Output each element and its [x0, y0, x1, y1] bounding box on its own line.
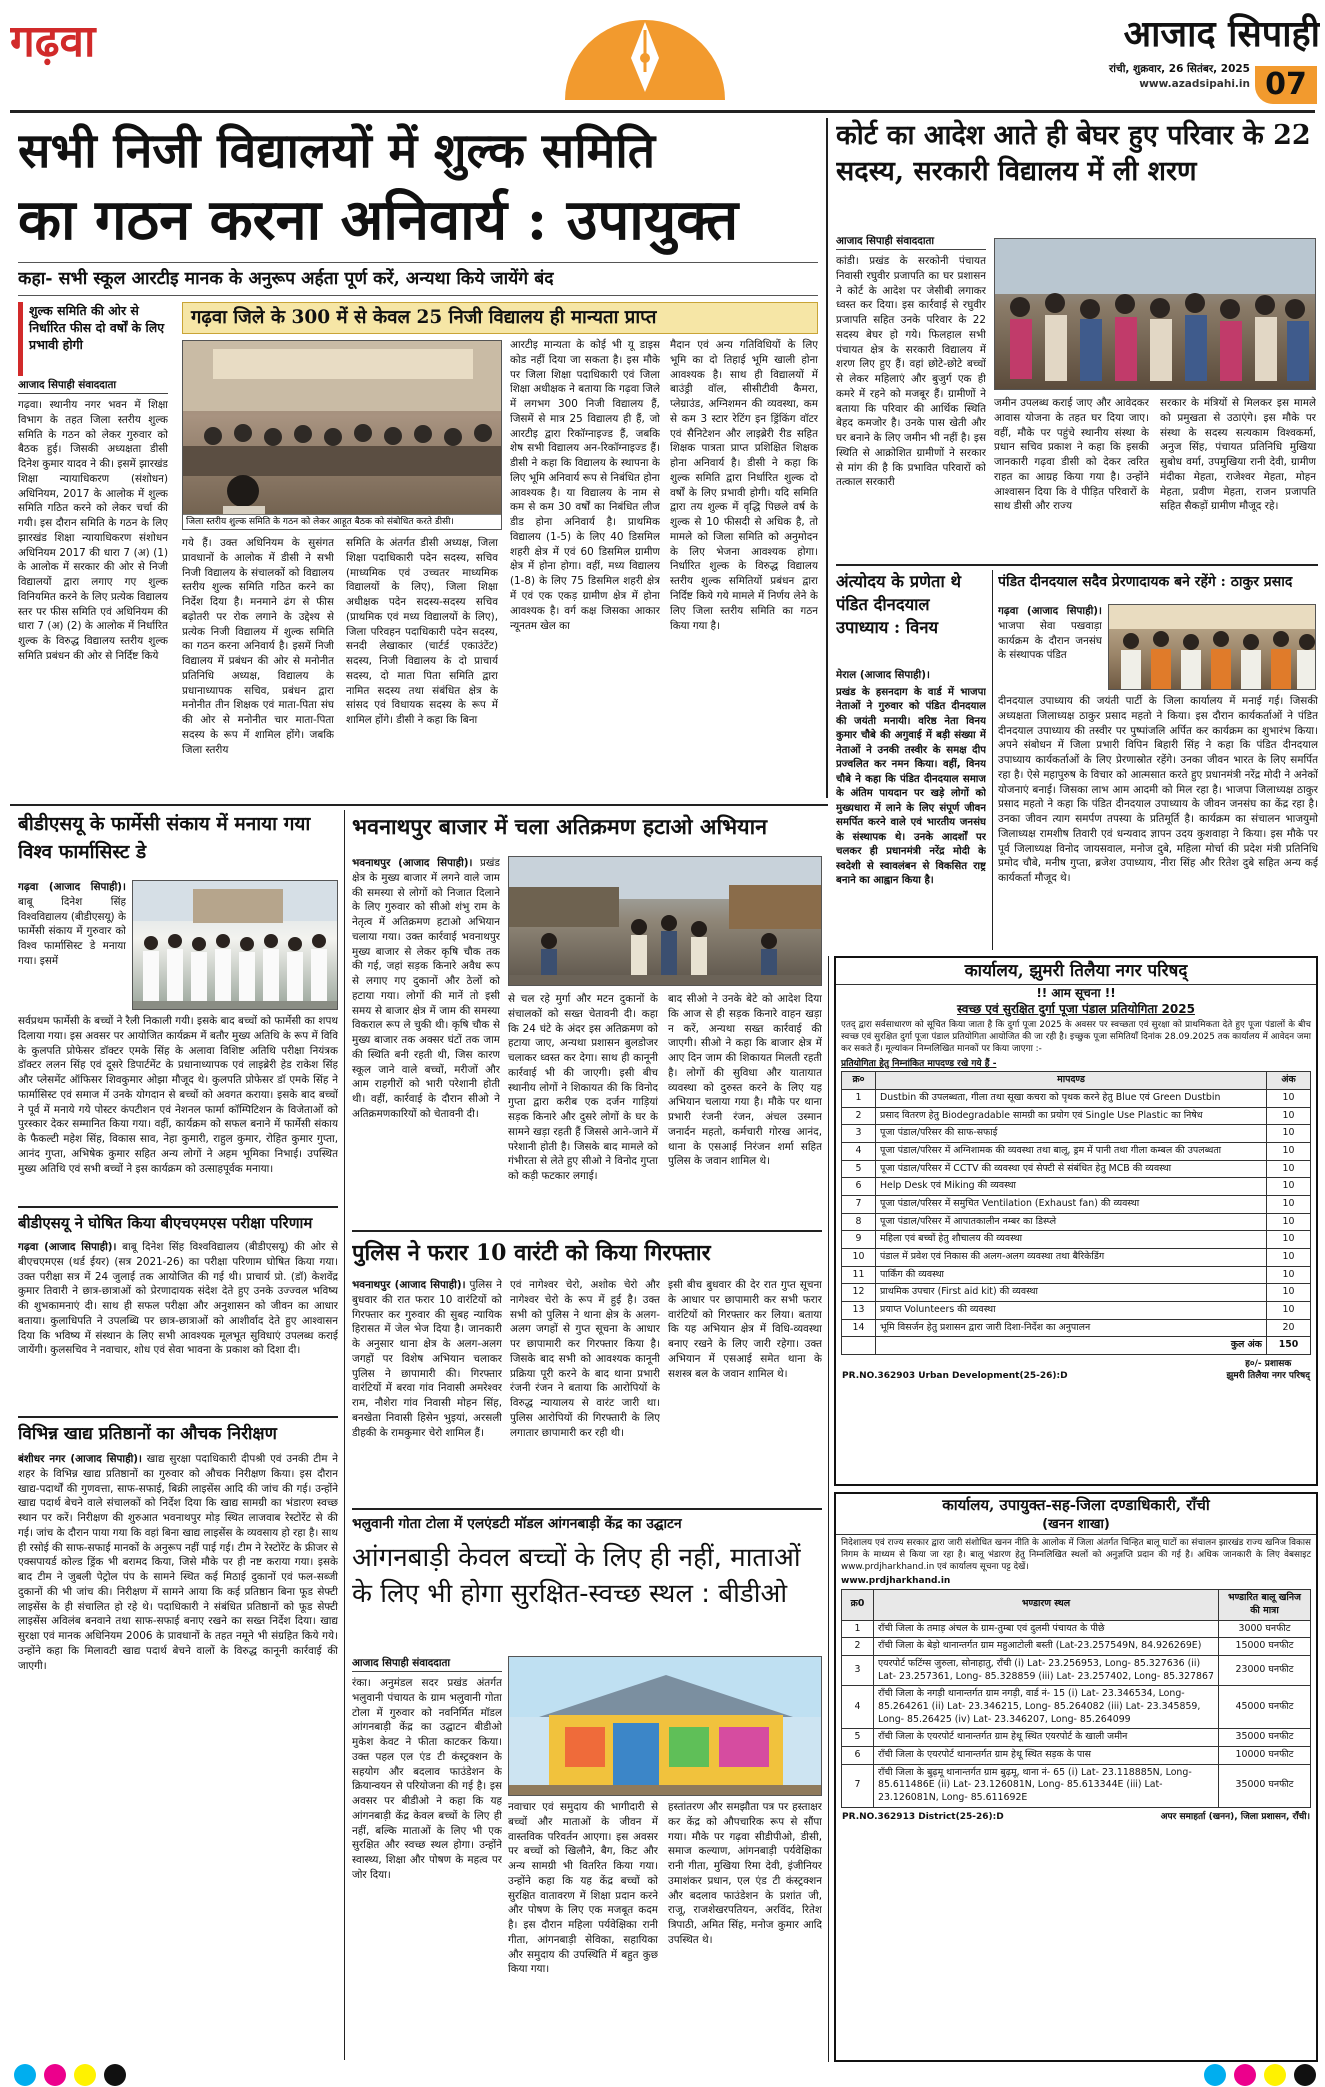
notice1-office: कार्यालय, झुमरी तिलैया नगर परिषद् — [836, 958, 1316, 985]
pen-nib-logo — [565, 10, 725, 100]
anganwadi-kicker: भलुवानी गोता टोला में एलएंडटी मॉडल आंगनबाड़ी केंद्र का उद्घाटन — [352, 1516, 682, 1532]
notice2-col-header: भण्डारित बालू खनिज की मात्रा — [1219, 1590, 1311, 1620]
notice1-row — [842, 1089, 1311, 1107]
pharmacist-rule — [18, 1206, 338, 1208]
notice2-col-header: क्र0 — [842, 1590, 874, 1620]
notice1-cell: 10 — [1267, 1160, 1311, 1178]
notice2-cell: एयरपोर्ट फटिंग्स जुरुला, सोनाहातु, राँची (i) Lat- 23.256953, Long- 85.327636 (ii) Lat- 23.257361, Long- 85.328859 (iii) Lat- 23.257402, Long- 85.327867 — [874, 1655, 1219, 1685]
notice1-row — [842, 1302, 1311, 1320]
notice1-col-header: अंक — [1267, 1072, 1311, 1090]
anganwadi-photo-building — [508, 1656, 822, 1796]
notice1-cell: पूजा पंडाल/परिसर में समुचित Ventilation (Exhaust fan) की व्यवस्था — [876, 1195, 1267, 1213]
notice1-cell: 12 — [842, 1284, 876, 1302]
masthead-rule — [10, 110, 1315, 113]
encroach-headline: भवनाथपुर बाजार में चला अतिक्रमण हटाओ अभियान — [352, 815, 768, 840]
notice1-cell: 10 — [1267, 1284, 1311, 1302]
notice1-cell: 8 — [842, 1213, 876, 1231]
lead-sidebar-quote: शुल्क समिति की ओर से निर्धारित फीस दो वर्षों के लिए प्रभावी होगी — [18, 302, 168, 376]
left-column-rule — [344, 810, 345, 2060]
pharmacist-body: सर्वप्रथम फार्मेसी के बच्चों ने रैली निकाली गयी। इसके बाद बच्चों को फार्मेसी का शपथ दिलाया गया। इस अवसर पर आयोजित कार्यक्रम में बतौर मुख्य अतिथि के रूप में विवि के कुलपति प्रोफेसर डॉक्टर एमके सिंह के अलावा विशिष्ट अतिथि परीक्षा नियंत्रक डॉक्टर ललन सिंह एवं दूसरे डिपार्टमेंट के प्रधानाध्यापक एवं लाइब्रेरी हेड राकेश सिंह और प्लेसमेंट ऑफिसर शिवकुमार ओझा मौजूद थे। कुलपति प्रोफेसर डॉ एमके सिंह ने फार्मासिस्ट एवं समाज में उनके योगदान से बच्चों को अवगत कराया। इसके बाद बच्चों ने पूर्व में मनाये गये पोस्टर कंपटीशन एवं नेशनल फार्मा कॉम्पिटिशन के विजेताओं को पुरस्कार देकर सम्मानित किया गया। वहीं, कार्यक्रम को सफल बनाने में फार्मेसी संकाय के फैकल्टी महेश सिंह, विकास साव, नेहा कुमारी, राहुल कुमार, रोहित कुमार गुप्ता, आनंद गुप्ता, अभिषेक कुमार सहित अन्य लोगों ने अहम भूमिका निभाई। उपस्थित मुख्य अतिथि एवं सभी बच्चों ने इस कार्यक्रम को उत्साहपूर्वक मनाया। — [18, 1015, 338, 1175]
notice2-office: कार्यालय, उपायुक्त-सह-जिला दण्डाधिकारी, राँची — [942, 1496, 1210, 1514]
notice1-cell: 14 — [842, 1319, 876, 1337]
court-byline: आजाद सिपाही संवाददाता — [836, 234, 986, 250]
notice1-cell: 10 — [1267, 1089, 1311, 1107]
notice2-intro-wrap — [836, 1535, 1316, 1575]
cyan-mark — [1204, 2064, 1226, 2086]
notice1-cell: Help Desk एवं Miking की व्यवस्था — [876, 1178, 1267, 1196]
food-body: बंशीधर नगर (आजाद सिपाही)। खाद्य सुरक्षा पदाधिकारी दीपश्री एवं उनकी टीम ने शहर के विभिन्न खाद्य प्रतिष्ठानों का गुरुवार को औचक निरीक्षण किया। इस दौरान खाद्य-पदार्थों की गुणवत्ता, साफ-सफाई, बिक्री लाइसेंस आदि की जांच की गई। उन्होंने खाद्य पदार्थ बेचने वाले संचालकों को निर्देश दिया कि खाद्य सामग्री का भंडारण स्वच्छ स्थान पर करें। निरीक्षण की शुरुआत भवनाथपुर मोड़ स्थित लाजवाब रेस्टोरेंट से की गई। जांच के दौरान पाया गया कि वहां बिना खाद्य लाइसेंस के व्यवसाय हो रहा है। साथ ही रसोई की साफ-सफाई मानकों के अनुरूप नहीं पाई गई। टीम ने रेस्टोरेंट के फ्रीजर से एक्सपायर्ड कोल्ड ड्रिंक भी बरामद किया, जिसे मौके पर ही नष्ट कराया गया। इसके बाद टीम ने जुबली पेट्रोल पंप के सामने स्थित कई मिठाई दुकानों एवं फल-सब्जी दुकानों की भी जांच की। निरीक्षण में सामने आया कि कई प्रतिष्ठान बिना फूड सेफ्टी लाइसेंस के ही संचालित हो रहे थे। पदाधिकारी ने संबंधित प्रतिष्ठानों को फूड सेफ्टी लाइसेंस अविलंब बनवाने तथा साफ-सफाई बनाए रखने का सख्त निर्देश दिया। खाद्य सुरक्षा एवं मानक अधिनियम 2006 के प्रावधानों के तहत नमूने भी संग्रहित किये गये। उन्होंने कहा कि मिलावटी खाद्य पदार्थ बेचने वालों के विरुद्ध कानूनी कार्रवाई की जाएगी। — [18, 1453, 338, 1672]
notice2-cell: 5 — [842, 1729, 874, 1747]
yellow-mark — [74, 2064, 96, 2086]
notice1-row — [842, 1319, 1311, 1337]
court-bottom-rule — [836, 564, 1318, 566]
notice2-website[interactable]: www.prdjharkhand.in — [841, 1576, 951, 1586]
lead-deck: कहा- सभी स्कूल आरटीइ मानक के अनुरूप अर्हता पूर्ण करें, अन्यथा किये जायेंगे बंद — [18, 262, 818, 296]
court-headline: कोर्ट का आदेश आते ही बेघर हुए परिवार के 22 सदस्य, सरकारी विद्यालय में ली शरण — [836, 120, 1311, 187]
registration-marks-left — [10, 2064, 310, 2087]
notice2-cell: राँची जिला के एयरपोर्ट थानान्तर्गत ग्राम हेथू स्थित सड़क के पास — [874, 1747, 1219, 1765]
notice1-cell: पार्किंग की व्यवस्था — [876, 1266, 1267, 1284]
notice2-cell: राँची जिला के बेड़ो थानान्तर्गत ग्राम महुआटोली बस्ती (Lat-23.257549N, 84.926269E) — [874, 1638, 1219, 1656]
notice1-cell: 10 — [1267, 1195, 1311, 1213]
magenta-mark — [44, 2064, 66, 2086]
notice1-cell: 7 — [842, 1195, 876, 1213]
notice1-cell: 11 — [842, 1266, 876, 1284]
court-body-col-3: सरकार के मंत्रियों से मिलकर इस मामले को प्रमुखता से उठाएंगे। इस मौके पर संस्था के सदस्य सत्यकाम विश्वकर्मा, अनुज सिंह, पंचायत प्रतिनिधि मुखिया सुबोध वर्मा, उपमुखिया रानी देवी, ग्रामीण मंदीका मेहता, राजेश्वर मेहता, मोहन मेहता, प्रवीण मेहता, राजन प्रजापति सहित सैकड़ों ग्रामीण मौजूद रहे। — [1160, 397, 1316, 513]
lead-body-col-5: मैदान एवं अन्य गतिविधियों के लिए भूमि का दो तिहाई भूमि खाली होना आवश्यक है। साथ ही विद्यालयों में बाउंड्री वॉल, सीसीटीवी कैमरा, प्लेग्राउंड, अग्निशमन की व्यवस्था, कम से कम 3 स्टार रेटिंग इन ड्रिंकिंग वॉटर एवं सैनिटेशन और लाइब्रेरी रीड सहित शिक्षक पात्रता प्राप्त प्रशिक्षित शिक्षक होना अनिवार्य है। डीसी ने कहा कि शुल्क समिति द्वारा निर्धारित शुल्क दो वर्षों के लिए प्रभावी होगी। यदि समिति द्वारा तय शुल्क में वृद्धि पिछले वर्ष के शुल्क से 10 फीसदी से अधिक है, तो मामले को जिला समिति को अनुमोदन के लिए भेजना आवश्यक होगा। निर्धारित शुल्क के विरुद्ध विद्यालय स्तरीय शुल्क समितियों प्रबंधन द्वारा निर्दिष्ट किये गये मामले में निर्णय लेने के लिए जिला स्तरीय समिति का गठन किया गया है। — [670, 339, 818, 632]
notice1-row — [842, 1142, 1311, 1160]
notice1-col-header: क्र० — [842, 1072, 876, 1090]
notice2-table-wrap — [836, 1589, 1316, 1808]
notice2-cell: 4 — [842, 1686, 874, 1729]
notice1-cell: पूजा पंडाल/परिसर की साफ-सफाई — [876, 1125, 1267, 1143]
notice2-cell: 45000 घनफीट — [1219, 1686, 1311, 1729]
notice2-cell: 3 — [842, 1655, 874, 1685]
notice1-cell: 10 — [1267, 1125, 1311, 1143]
notice1-row — [842, 1107, 1311, 1125]
notice1-cell: प्रयाप्त Volunteers की व्यवस्था — [876, 1302, 1267, 1320]
notice1-cell: महिला एवं बच्चों हेतु शौचालय की व्यवस्था — [876, 1231, 1267, 1249]
notice2-cell: 1 — [842, 1620, 874, 1638]
notice1-cell: 10 — [1267, 1178, 1311, 1196]
notice2-row — [842, 1620, 1311, 1638]
notice1-title: स्वच्छ एवं सुरक्षित दुर्गा पूजा पंडाल प्रतियोगिता 2025 — [957, 1002, 1195, 1016]
notice1-cell: पंडाल में प्रवेश एवं निकास की अलग-अलग व्यवस्था तथा बैरिकेडिंग — [876, 1249, 1267, 1267]
notice1-cell: 20 — [1267, 1319, 1311, 1337]
notice1-cell: पूजा पंडाल/परिसर में CCTV की व्यवस्था एवं सेफ्टी से संबंधित हेतु MCB की व्यवस्था — [876, 1160, 1267, 1178]
notice1-cell: 9 — [842, 1231, 876, 1249]
notice1-cell: 10 — [842, 1249, 876, 1267]
paper-name: आजाद सिपाही — [1123, 13, 1320, 55]
notice1-table-label: प्रतियोगिता हेतु निम्नांकित मापदण्ड रखे गये हैं - — [841, 1059, 997, 1069]
notice2-row — [842, 1764, 1311, 1807]
magenta-mark — [1234, 2064, 1256, 2086]
notice1-cell: पूजा पंडाल/परिसर में अग्निशामक की व्यवस्था तथा बालू, ड्रम में पानी तथा गीला कम्बल की उपलब्धता — [876, 1142, 1267, 1160]
lead-body-col-2: गये हैं। उक्त अधिनियम के सुसंगत प्रावधानों के आलोक में डीसी ने सभी निजी विद्यालय के संचालकों को विद्यालय स्तरीय शुल्क समिति गठित करने का निर्देश दिया है। मनमाने ढंग से फीस बढ़ोतरी पर रोक लगाने के उद्देश्य से प्रत्येक निजी विद्यालय में शुल्क समिति का गठन करना अनिवार्य है। इसमें निजी विद्यालय में प्रबंधन की ओर से मनोनीत प्रतिनिधि अध्यक्ष, विद्यालय के प्रधानाध्यापक सचिव, प्रबंधन द्वारा मनोनीत तीन शिक्षक एवं माता-पिता संघ की ओर से मनोनीत चार माता-पिता सदस्य के रूप में शामिल होंगे। जबकि जिला स्तरीय — [182, 537, 334, 756]
court-photo-family — [994, 238, 1316, 390]
notice1-row — [842, 1231, 1311, 1249]
notice1-cell: पूजा पंडाल/परिसर में आपातकालीन नम्बर का डिस्प्ले — [876, 1213, 1267, 1231]
notice1-cell: 10 — [1267, 1107, 1311, 1125]
notice2-cell: 2 — [842, 1638, 874, 1656]
pharmacist-headline: बीडीएसयू के फार्मेसी संकाय में मनाया गया विश्व फार्मासिस्ट डे — [18, 813, 311, 863]
section-title: गढ़वा — [10, 16, 96, 67]
notice2-dept: (खनन शाखा) — [836, 1516, 1316, 1535]
notice-nagar-parishad — [834, 956, 1318, 1486]
notice1-cell: 1 — [842, 1089, 876, 1107]
notice1-cell: 10 — [1267, 1249, 1311, 1267]
police-body-col-2: एवं नागेश्वर चेरो, अशोक चेरो और नागेश्वर चेरो के रूप में हुई है। उक्त सभी को पुलिस ने थाना क्षेत्र के अलग-अलग जगहों से गुप्त सूचना के आधार पर छापामारी कर गिरफ्तार किया है। जिसके बाद सभी को आवश्यक कानूनी प्रक्रिया पूरी करने के बाद थाना प्रभारी रंजनी रंजन ने बताया कि आरोपियों के विरुद्ध न्यायालय से वारंट जारी था। पुलिस आरोपियों की गिरफ्तारी के लिए लगातार छापामारी कर रही थी। — [510, 1279, 660, 1439]
notice1-cell: 10 — [1267, 1231, 1311, 1249]
notice-mining-ranchi — [834, 1492, 1318, 2062]
notice1-intro: एतद् द्वारा सर्वसाधारण को सूचित किया जाता है कि दुर्गा पूजा 2025 के अवसर पर स्वच्छता एवं सुरक्षा को प्राथमिकता देते हुए पूजा पंडालों के बीच स्वच्छ एवं सुरक्षित दुर्गा पूजा पंडाल प्रतियोगिता आयोजित की जा रही है। इच्छुक पूजा समितियाँ दिनांक 28.09.2025 तक कार्यालय में आवेदन जमा कर सकते हैं। मूल्यांकन निम्नलिखित मानकों पर किया जाएगा :- — [841, 1020, 1311, 1054]
notice1-cell: 10 — [1267, 1302, 1311, 1320]
encroach-body-col-3: बाद सीओ ने उनके बेटे को आदेश दिया कि आज से ही सड़क किनारे वाहन खड़ा न करें, अन्यथा सख्त कार्रवाई की जाएगी। सीओ ने कहा कि बाजार क्षेत्र में आए दिन जाम की शिकायत मिलती रहती है। लोगों की सुविधा और यातायात व्यवस्था को दुरुस्त करने के लिए यह अभियान चलाया गया है। मौके पर थाना प्रभारी रंजनी रंजन, अंचल उस्मान जनार्दन महतो, कर्मचारी गोरख आनंद, थाना के एसआई निरंजन शर्मा सहित पुलिस के जवान शामिल थे। — [668, 993, 822, 1168]
notice2-cell: 3000 घनफीट — [1219, 1620, 1311, 1638]
notice2-row — [842, 1638, 1311, 1656]
lead-body-col-4: आरटीइ मान्यता के कोई भी यू डाइस कोड नहीं दिया जा सकता है। इस मौके पर जिला शिक्षा पदाधिकारी एवं जिला शिक्षा अधीक्षक ने बताया कि गढ़वा जिले में लगभग 300 निजी विद्यालय हैं, जिसमें से मात्र 25 विद्यालय ही हैं, जो आरटीइ द्वारा रिकॉग्नाइज्ड हैं, जबकि शेष सभी विद्यालय अन-रिकॉग्नाइज्ड हैं। डीसी ने कहा कि विद्यालय के स्थापना के लिए भूमि अनिवार्य रूप से निबंधित होना आवश्यक है। या विद्यालय के नाम से कम से कम 30 वर्षों का निबंधित लीज डीड होना अनिवार्य है। प्राथमिक विद्यालय (1-5) के लिए 40 डिसमिल शहरी क्षेत्र में एवं 60 डिसमिल ग्रामीण क्षेत्र में होना होगा। वहीं, मध्य विद्यालय (1-8) के लिए 75 डिसमिल शहरी क्षेत्र में एवं एक एकड़ ग्रामीण क्षेत्र में होना आवश्यक है। वर्ग कक्ष जिसका आकार न्यूनतम खेल का — [510, 339, 660, 632]
notice1-row — [842, 1178, 1311, 1196]
notice2-cell: 35000 घनफीट — [1219, 1729, 1311, 1747]
notice1-cell: 10 — [1267, 1142, 1311, 1160]
notice2-row — [842, 1729, 1311, 1747]
notice1-cell: 4 — [842, 1142, 876, 1160]
encroach-body-col-2: से चल रहे मुर्गा और मटन दुकानों के संचालकों को सख्त चेतावनी दी। कहा कि 24 घंटे के अंदर इस अतिक्रमण को हटाया जाए, अन्यथा प्रशासन बुलडोजर चलाकर ध्वस्त कर देगा। साथ ही कानूनी कार्रवाई भी की जाएगी। इसी बीच स्थानीय लोगों ने शिकायत की कि विनोद गुप्ता द्वारा करीब एक दर्जन गाड़ियां सड़क किनारे और दुसरे लोगों के घर के सामने खड़ा रहती हैं जिससे आने-जाने में परेशानी होती है। जिसके बाद मामले को गंभीरता से लेते हुए सीओ ने विनोद गुप्ता को कड़ी फटकार लगाई। — [508, 993, 658, 1183]
lead-vertical-rule — [826, 118, 828, 798]
lead-photo-meeting — [182, 340, 502, 530]
bhms-headline: बीडीएसयू ने घोषित किया बीएचएमएस परीक्षा परिणाम — [18, 1214, 313, 1232]
anganwadi-body-col-2: नवाचार एवं समुदाय की भागीदारी से बच्चों और माताओं के जीवन में वास्तविक परिवर्तन आएगा। इस अवसर पर बच्चों को खिलौने, बैग, किट और अन्य सामग्री भी वितरित किया गया। उन्होंने कहा कि यह केंद्र बच्चों को सुरक्षित वातावरण में शिक्षा प्रदान करने और पोषण के लिए एक मजबूत कदम है। इस दौरान महिला पर्यवेक्षिका रानी गीता, आंगनबाड़ी सेविका, सहायिका और समुदाय की उपस्थिति में बहुत कुछ किया गया। — [508, 1801, 658, 1976]
encroach-photo-market — [508, 856, 822, 986]
notice1-table-wrap — [836, 1071, 1316, 1355]
notice1-cell: 10 — [1267, 1213, 1311, 1231]
police-body-col-3: इसी बीच बुधवार की देर रात गुप्त सूचना के आधार पर छापामारी कर सभी फरार वारंटियों को गिरफ्तार कर लिया। बताया कि यह अभियान क्षेत्र में विधि-व्यवस्था बनाए रखने के लिए जारी रहेगा। उक्त अभियान में एसआई समेत थाना के सशस्त्र बल के जवान शामिल थे। — [668, 1279, 822, 1380]
cyan-mark — [14, 2064, 36, 2086]
lead-headline-1: सभी निजी विद्यालयों में शुल्क समिति — [18, 123, 656, 179]
encroach-rule — [352, 1230, 822, 1232]
bhms-body: गढ़वा (आजाद सिपाही)। बाबू दिनेश सिंह विश्वविद्यालय (बीडीएसयू) की ओर से बीएचएमएस (थर्ड ईयर) (सत्र 2021-26) का परीक्षा परिणाम घोषित किया गया। उक्त परीक्षा सत्र में 24 जुलाई तक आयोजित की गई थी। प्राचार्य प्रो. (डॉ) केशवेंद्र कुमार तिवारी ने छात्र-छात्राओं को प्रेरणादायक संदेश देते हुए उनके उज्ज्वल भविष्य की शुभकामनाएं दी। साथ ही सफल परीक्षा और अनुशासन को जीवन का आधार बताया। कुलाधिपति ने उपलब्धि पर छात्र-छात्राओं को आशीर्वाद देते हुए आश्वासन दिया कि भविष्य में संस्थान के लिए सभी आवश्यक मूलभूत सुविधाएं उपलब्ध कराई जायेंगी। कुलसचिव ने नवाचार, शोध एवं सेवा भावना के प्रकाश को दिशा दी। — [18, 1241, 338, 1357]
notice1-cell: भूमि विसर्जन हेतु प्रशासन द्वारा जारी दिशा-निर्देश का अनुपालन — [876, 1319, 1267, 1337]
notice1-sign-2: झुमरी तिलैया नगर परिषद् — [1226, 1371, 1310, 1382]
notice1-cell: 3 — [842, 1125, 876, 1143]
notice1-row — [842, 1125, 1311, 1143]
notice2-pr-no: PR.NO.362913 District(25-26):D — [842, 1811, 1004, 1822]
lead-body-col-3: समिति के अंतर्गत डीसी अध्यक्ष, जिला शिक्षा पदाधिकारी पदेन सदस्य, सचिव (माध्यमिक एवं उच्चतर माध्यमिक विद्यालयों के लिए), जिला शिक्षा अधीक्षक पदेन सदस्य-सदस्य सचिव (प्राथमिक एवं मध्य विद्यालयों के लिए), जिला परिवहन पदाधिकारी पदेन सदस्य, सनदी लेखाकार (चार्टर्ड एकाउंटेंट) सदस्य, निजी विद्यालय के दो प्राचार्य सदस्य, दो माता पिता समिति द्वारा नामित सदस्य तथा संबंधित क्षेत्र के सांसद एवं विधायक सदस्य के रूप में शामिल होंगे। डीसी ने कहा कि बिना — [346, 537, 498, 727]
notice1-cell: प्राथमिक उपचार (First aid kit) की व्यवस्था — [876, 1284, 1267, 1302]
registration-marks-right — [1120, 2064, 1320, 2087]
notice2-sign: अपर समाहर्ता (खनन), जिला प्रशासन, राँची। — [1160, 1811, 1310, 1822]
notice2-intro: निदेशालय एवं राज्य सरकार द्वारा जारी संशोधित खनन नीति के आलोक में जिला अंतर्गत चिन्हित बालू घाटों का संचालन झारखंड राज्य खनिज विकास निगम के माध्यम से किया जा रहा है। बालू भंडारण हेतु निम्नलिखित स्थलों को अनुज्ञप्ति प्रदान की गई है। अधिक जानकारी के लिए वेबसाइट www.prdjharkhand.in एवं कार्यालय सूचना पट्ट देखें। — [841, 1538, 1311, 1572]
notice1-cell: 10 — [1267, 1266, 1311, 1284]
antyodaya-rule — [992, 570, 993, 950]
notice2-cell: राँची जिला के तमाड़ अंचल के ग्राम-तुम्बा एवं दुलमी पंचायत के पीछे — [874, 1620, 1219, 1638]
pharmacist-photo-rally — [132, 880, 338, 1010]
black-mark — [104, 2064, 126, 2086]
deendayal-photo — [1108, 604, 1316, 690]
police-headline: पुलिस ने फरार 10 वारंटी को किया गिरफ्तार — [352, 1240, 711, 1266]
notice1-row — [842, 1160, 1311, 1178]
notice2-row — [842, 1747, 1311, 1765]
notice2-cell: 6 — [842, 1747, 874, 1765]
notice2-row — [842, 1686, 1311, 1729]
notice1-cell: 2 — [842, 1107, 876, 1125]
notice1-cell: प्रसाद वितरण हेतु Biodegradable सामग्री का प्रयोग एवं Single Use Plastic का निषेध — [876, 1107, 1267, 1125]
notice2-cell: राँची जिला के एयरपोर्ट थानान्तर्गत ग्राम हेथू स्थित एयरपोर्ट के खाली जमीन — [874, 1729, 1219, 1747]
notice2-cell: राँची जिला के बुढ़मू थानान्तर्गत ग्राम बुढ़मू, थाना नं- 65 (i) Lat- 23.118885N, Long- 85.611486E (ii) Lat- 23.126081N, Long- 85.613344E (iii) Lat- 23.126081N, Long- 85.611692E — [874, 1764, 1219, 1807]
notice1-col-header: मापदण्ड — [876, 1072, 1267, 1090]
notice2-cell: 10000 घनफीट — [1219, 1747, 1311, 1765]
notice1-footer — [836, 1355, 1316, 1385]
court-body-col-2: जमीन उपलब्ध कराई जाए और आवेदकर आवास योजना के तहत घर दिया जाए। वहीं, मौके पर पहुंचे स्थानीय संस्था के प्रधान सचिव प्रकाश ने कहा कि इसकी जानकारी गढ़वा डीसी को देकर त्वरित राहत का आग्रह किया गया है। उन्होंने आश्वासन दिया कि वे पीड़ित परिवारों के साथ डीसी और राज्य — [994, 397, 1149, 513]
black-mark — [1294, 2064, 1316, 2086]
anganwadi-byline: आजाद सिपाही संवाददाता — [352, 1656, 502, 1672]
notice1-row — [842, 1249, 1311, 1267]
lead-bottom-rule — [10, 804, 828, 806]
right-column-rule — [828, 956, 829, 2062]
notice1-cell: 13 — [842, 1302, 876, 1320]
anganwadi-headline: आंगनबाड़ी केवल बच्चों के लिए ही नहीं, माताओं के लिए भी होगा सुरक्षित-स्वच्छ स्थल : बीडीओ — [352, 1543, 801, 1609]
notice2-cell: राँची जिला के नगड़ी थानान्तर्गत ग्राम नगड़ी, वार्ड नं- 15 (i) Lat- 23.346534, Long- 85.264261 (ii) Lat- 23.346215, Long- 85.264082 (iii) Lat- 23.345859, Long- 85.26425 (iv) Lat- 23.346207, Long- 85.264099 — [874, 1686, 1219, 1729]
yellow-mark — [1264, 2064, 1286, 2086]
deendayal-lead: गढ़वा (आजाद सिपाही)। भाजपा सेवा पखवाड़ा कार्यक्रम के दौरान जनसंघ के संस्थापक पंडित — [998, 605, 1102, 662]
page-number: 07 — [1255, 66, 1317, 104]
notice1-cell: 5 — [842, 1160, 876, 1178]
encroach-body-col-1: भवनाथपुर (आजाद सिपाही)। प्रखंड क्षेत्र के मुख्य बाजार में लगने वाले जाम की समस्या से लोगों को निजात दिलाने के लिए गुरुवार को सीओ शंभु राम के नेतृत्व में अतिक्रमण हटाओ अभियान चलाया गया। उक्त कार्रवाई भवनाथपुर मुख्य बाजार से लेकर कृषि चौक तक की गई, जहां सड़क किनारे अवैध रूप से लगाए गए दुकानों और ठेलों को हटाया गया। लोगों की मानें तो इसी समय से बाजार क्षेत्र में जाम की समस्या विकराल रूप ले चुकी थी। कृषि चौक से मुख्य बाजार तक अक्सर घंटों तक जाम की स्थिति बनी रहती थी, जिस कारण स्कूल जाने वाले बच्चों, मरीजों और आम राहगीरों को भारी परेशानी होती थी। वहीं, कार्रवाई के दौरान सीओ ने अतिक्रमणकारियों को चेतावनी दी। — [352, 857, 500, 1121]
notice1-row — [842, 1266, 1311, 1284]
notice1-total-label: कुल अंक — [876, 1337, 1267, 1355]
police-body-col-1: भवनाथपुर (आजाद सिपाही)। पुलिस ने बुधवार की रात फरार 10 वारंटियों को गिरफ्तार कर गुरुवार की सुबह न्यायिक हिरासत में जेल भेज दिया है। जानकारी के अनुसार थाना क्षेत्र के अलग-अलग जगहों पर विशेष अभियान चलाकर पुलिस ने छापामारी की। गिरफ्तार वारंटियों में बरवा गांव निवासी अमरेश्वर राम, नौशेरा गांव निवासी मोहन सिंह, बनखेता निवासी हिसेन भुइयां, अरसली डीहकी के रामकुमार चेरो शामिल हैं। — [352, 1279, 502, 1439]
notice2-cell: 23000 घनफीट — [1219, 1655, 1311, 1685]
court-body-col-1: कांडी। प्रखंड के सरकोनी पंचायत निवासी रघुवीर प्रजापति का घर प्रशासन ने कोर्ट के आदेश पर जेसीबी लगाकर ध्वस्त कर दिया। इस कार्रवाई से रघुवीर प्रजापति सहित उनके परिवार के 22 सदस्य बेघर हो गये। फिलहाल सभी पंचायत क्षेत्र के सरकारी विद्यालय में शरण लिए हुए हैं। वहां छोटे-छोटे बच्चों से लेकर महिलाएं और बुजुर्ग एक ही कमरे में रहने को मजबूर हैं। ग्रामीणों ने बताया कि परिवार की आर्थिक स्थिति बेहद कमजोर है। उनके पास खेती और घर बनाने के लिए जमीन भी नहीं है। इस स्थिति से आक्रोशित ग्रामीणों ने सरकार से मांग की है कि प्रभावित परिवारों को तत्काल सरकारी — [836, 255, 986, 489]
pharmacist-lead: गढ़वा (आजाद सिपाही)। बाबू दिनेश सिंह विश्वविद्यालय (बीडीएसयू) के फार्मेसी संकाय में गुरुवार को विश्व फार्मासिस्ट डे मनाया गया। इसमें — [18, 881, 126, 967]
food-headline: विभिन्न खाद्य प्रतिष्ठानों का औचक निरीक्षण — [18, 1424, 277, 1444]
notice2-storage-table — [841, 1589, 1311, 1808]
notice2-cell: 35000 घनफीट — [1219, 1764, 1311, 1807]
deendayal-headline: पंडित दीनदयाल सदैव प्रेरणादायक बने रहेंगे : ठाकुर प्रसाद — [998, 574, 1293, 590]
antyodaya-body: मेराल (आजाद सिपाही)। प्रखंड के हसनदाग के वार्ड में भाजपा नेताओं ने गुरुवार को पंडित दीनदयाल की जयंती मनायी। वरिष्ठ नेता विनय कुमार चौबे की अगुवाई में बड़ी संख्या में नेताओं ने उनकी तस्वीर के समक्ष दीप प्रज्वलित कर नमन किया। वहीं, विनय चौबे ने कहा कि पंडित दीनदयाल समाज के अंतिम पायदान पर खड़े लोगों को मुख्यधारा में लाने के लिए संपूर्ण जीवन समर्पित करने वाले एवं भारतीय जनसंघ के संस्थापक थे। उनके आदर्शों पर चलकर ही प्रधानमंत्री नरेंद्र मोदी के स्वदेशी से स्वावलंबन से विकसित राष्ट्र बनाने का आह्वान किया है। — [836, 669, 986, 887]
notice1-cell: 6 — [842, 1178, 876, 1196]
notice2-cell: 7 — [842, 1764, 874, 1807]
notice1-pr-no: PR.NO.362903 Urban Development(25-26):D — [842, 1371, 1068, 1382]
notice1-cell: Dustbin की उपलब्धता, गीला तथा सूखा कचरा को पृथक करने हेतु Blue एवं Green Dustbin — [876, 1089, 1267, 1107]
lead-body-col-1: गढ़वा। स्थानीय नगर भवन में शिक्षा विभाग के तहत जिला स्तरीय शुल्क समिति के गठन को लेकर गुरुवार को बैठक हुई। जिसकी अध्यक्षता डीसी दिनेश कुमार यादव ने की। इसमें झारखंड शिक्षा न्यायाधिकरण (संशोधन) अधिनियम, 2017 के आलोक में शुल्क समिति गठित करने को लेकर चर्चा की गयी। इस दौरान समिति के गठन के लिए झारखंड शिक्षा न्यायाधिकरण संशोधन अधिनियम 2017 की धारा 7 (अ) (1) के आलोक में सरकार की ओर से निजी विद्यालयों द्वारा लगाए गए शुल्क विनियमित करने के लिए प्रत्येक विद्यालय स्तर पर फीस समिति एवं अधिनियम की धारा 7 (अ) (2) के आलोक में निर्धारित शुल्क के विरुद्ध विद्यालय स्तरीय शुल्क समिति प्रबंधन की ओर से निर्दिष्ट किये — [18, 399, 168, 663]
notice2-row — [842, 1655, 1311, 1685]
notice1-criteria-table — [841, 1071, 1311, 1355]
lead-photo-caption: जिला स्तरीय शुल्क समिति के गठन को लेकर आहूत बैठक को संबोधित करते डीसी। — [183, 514, 501, 529]
anganwadi-body-col-3: हस्तांतरण और समझौता पत्र पर हस्ताक्षर कर केंद्र को औपचारिक रूप से सौंपा गया। मौके पर गढ़वा सीडीपीओ, डीसी, समाज कल्याण, आंगनबाड़ी पर्यवेक्षिका रानी गीता, मुखिया रिमा देवी, इंजीनियर उमाशंकर प्रधान, एल एंड टी कंस्ट्रक्शन और बदलाव फाउंडेशन के प्रशांत जी, राजू, राजशेखरपतियन, अरविंद, रितेश त्रिपाठी, अमित सिंह, मनोज कुमार आदि उपस्थित थे। — [668, 1801, 822, 1946]
antyodaya-headline: अंत्योदय के प्रणेता थे पंडित दीनदयाल उपाध्याय : विनय — [836, 572, 962, 637]
notice1-row — [842, 1284, 1311, 1302]
notice1-row — [842, 1213, 1311, 1231]
lead-banner: गढ़वा जिले के 300 में से केवल 25 निजी विद्यालय ही मान्यता प्राप्त — [182, 302, 818, 334]
lead-byline: आजाद सिपाही संवाददाता — [18, 378, 168, 394]
bhms-rule — [18, 1416, 338, 1418]
notice1-row — [842, 1195, 1311, 1213]
police-rule — [352, 1508, 822, 1510]
notice1-total-value: 150 — [1267, 1337, 1311, 1355]
deendayal-body: दीनदयाल उपाध्याय की जयंती पार्टी के जिला कार्यालय में मनाई गई। जिसकी अध्यक्षता जिलाध्यक्ष ठाकुर प्रसाद महतो ने किया। इस दौरान कार्यकर्ताओं ने पंडित दीनदयाल उपाध्याय की तस्वीर पर पुष्पांजलि अर्पित कर कार्यक्रम का शुभारंभ किया। अपने संबोधन में जिला प्रभारी विपिन बिहारी सिंह ने कहा कि पंडित दीनदयाल उपाध्याय कार्यकर्ताओं के लिए प्रेरणास्रोत रहेंगे। उनका जीवन भारत के लिए समर्पित रहा है। ऐसे महापुरुष के विचार को आत्मसात करते हुए प्रधानमंत्री नरेंद्र मोदी ने अनेकों योजनाएं बनाई। जिसका लाभ आम आदमी को मिल रहा है। भाजपा जिलाध्यक्ष ठाकुर प्रसाद महतो ने कहा कि पंडित दीनदयाल उपाध्याय के जीवन जनसंघ का केंद्र रहा है। उनका जीवन त्याग समर्पण तपस्या के प्रतिमूर्ति है। कार्यक्रम का संचालन भाजयुमो जिलाध्यक्ष रामशीष तिवारी एवं धन्यवाद ज्ञापन उदय कुशवाहा ने किया। इस मौके पर पूर्व जिलाध्यक्ष विनोद जायसवाल, मनोज दुबे, महिला मोर्चा की प्रदेश मंत्री प्रतिनिधि प्रमोद चौबे, मनीष गुप्ता, ब्रजेश उपाध्याय, नीरा सिंह और रितेश दुबे सहित अन्य कई कार्यकर्ता मौजूद थे। — [998, 695, 1318, 885]
notice2-col-header: भण्डारण स्थल — [874, 1590, 1219, 1620]
anganwadi-body-col-1: रंका। अनुमंडल सदर प्रखंड अंतर्गत भलुवानी पंचायत के ग्राम भलुवानी गोता टोला में गुरुवार को नवनिर्मित मॉडल आंगनबाड़ी केंद्र का उद्घाटन बीडीओ मुकेश केवट ने फीता काटकर किया। उक्त पहल एल एंड टी कंस्ट्रक्शन के सहयोग और बदलाव फाउंडेशन के क्रियान्वयन से परियोजना की गई है। इस अवसर पर बीडीओ ने कहा कि यह आंगनबाड़ी केंद्र केवल बच्चों के लिए ही नहीं, बल्कि माताओं के लिए भी एक सुरक्षित और स्वच्छ स्थल होगा। उन्होंने स्वास्थ्य, शिक्षा और पोषण के महत्व पर जोर दिया। — [352, 1677, 502, 1881]
dateline: रांची, शुक्रवार, 26 सितंबर, 2025 www.azadsipahi.in — [1109, 63, 1250, 90]
notice1-subtitle: !! आम सूचना !! — [1036, 986, 1116, 1000]
notice2-footer — [836, 1808, 1316, 1826]
notice2-cell: 15000 घनफीट — [1219, 1638, 1311, 1656]
notice1-sign-1: ह०/- प्रशासक — [1245, 1359, 1292, 1370]
lead-headline-2: का गठन करना अनिवार्य : उपायुक्त — [18, 187, 739, 253]
